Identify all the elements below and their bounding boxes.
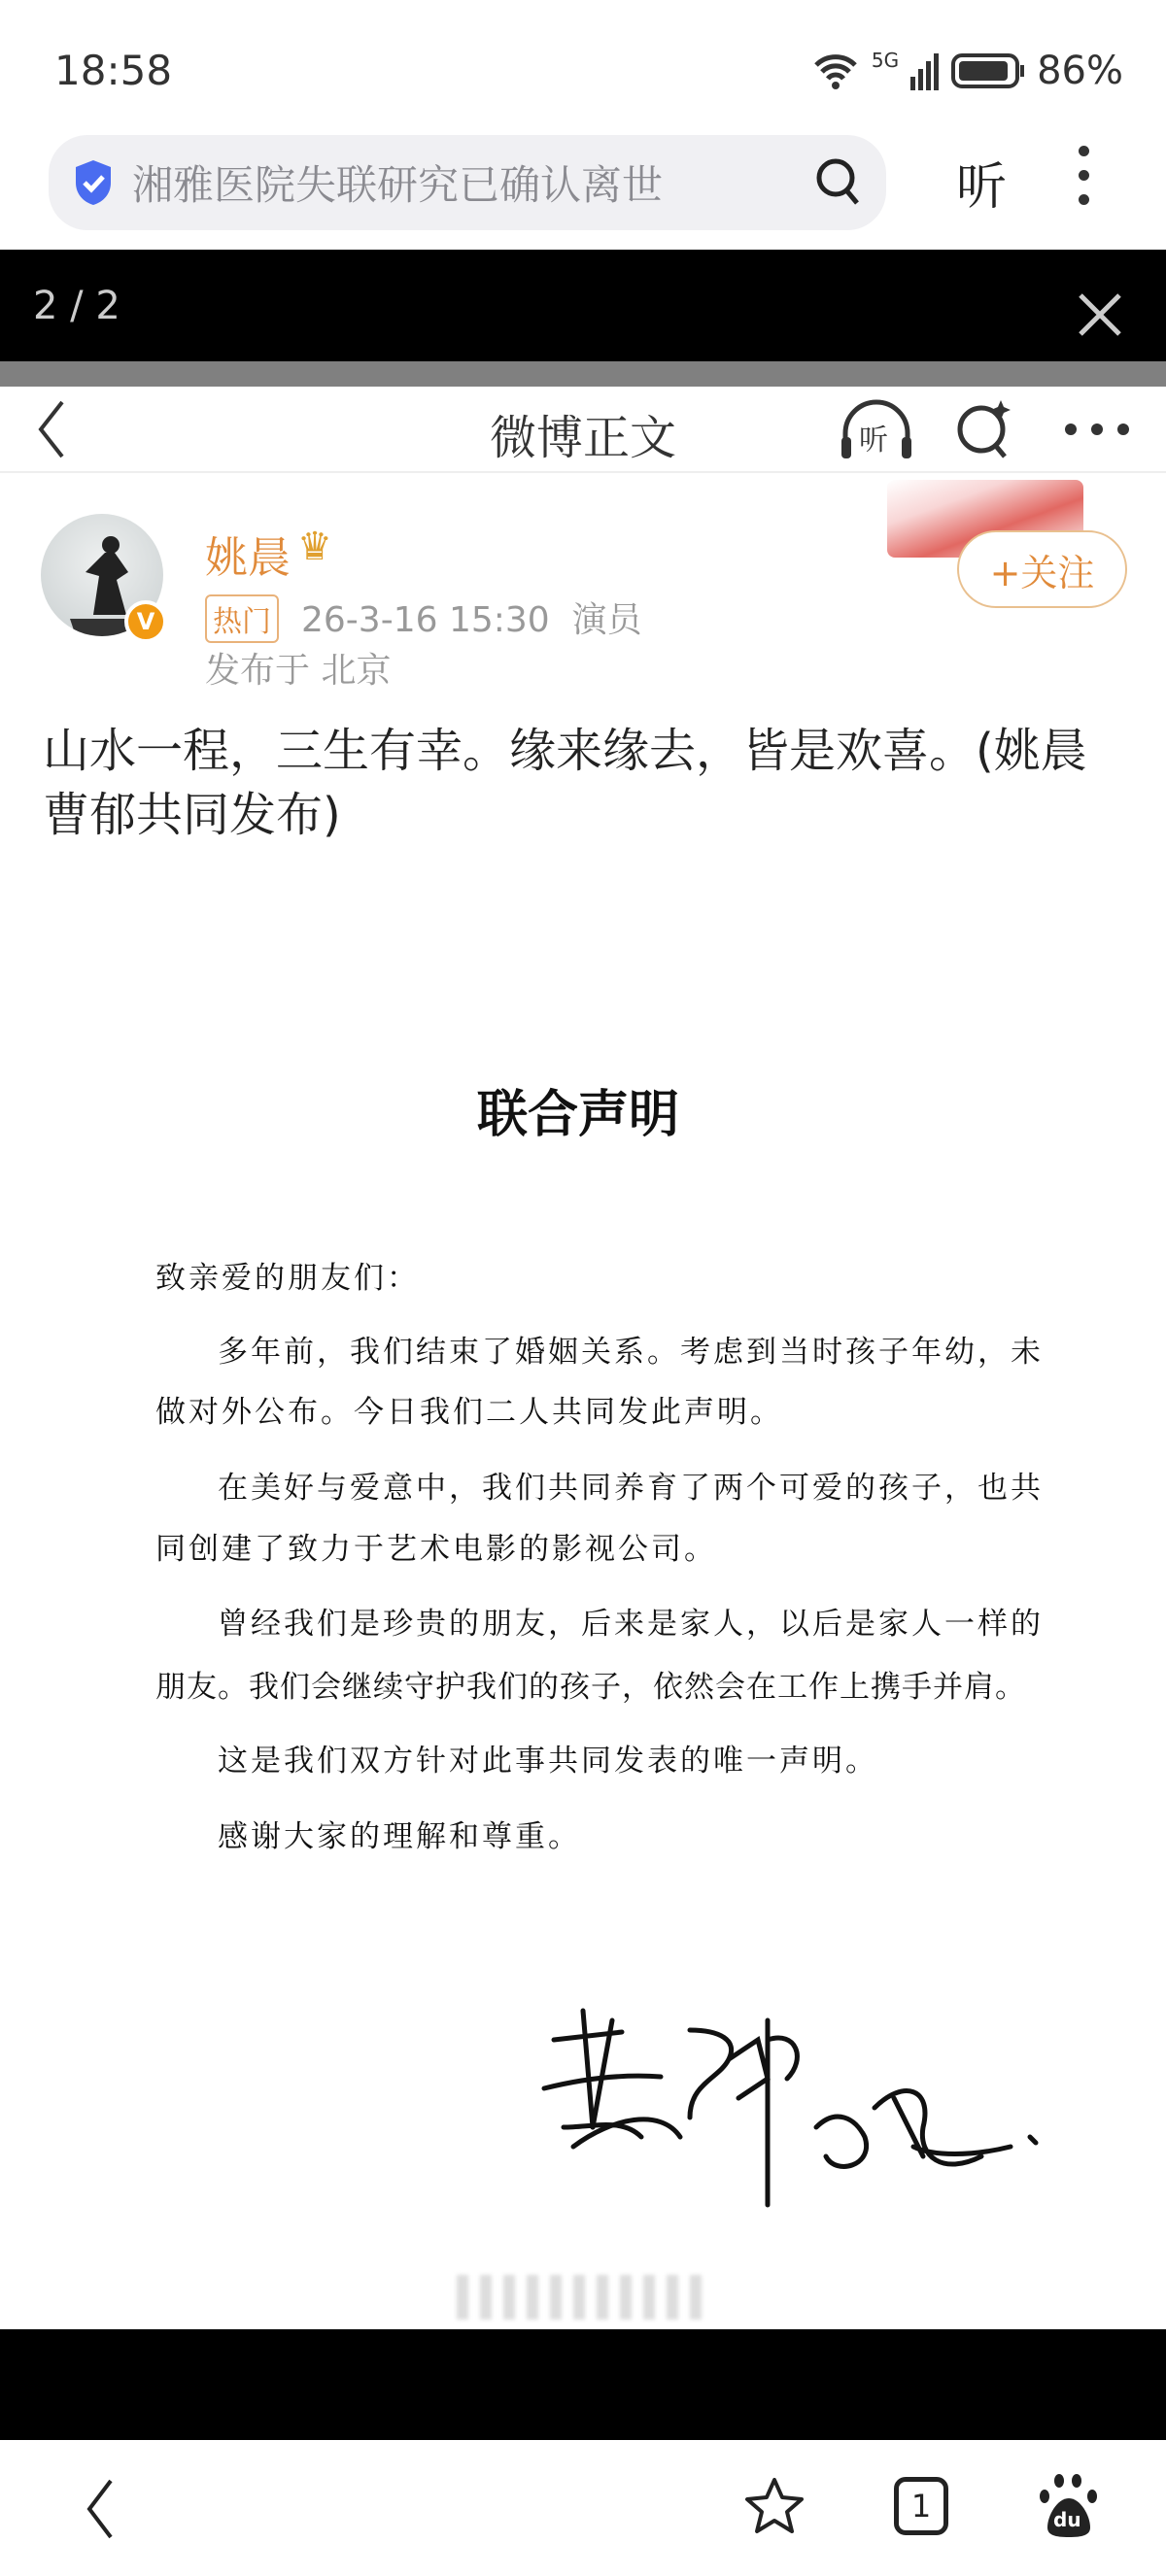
signature	[525, 2001, 1069, 2224]
blurred-watermark	[457, 2275, 709, 2320]
battery-icon	[951, 51, 1025, 90]
browser-bottom-nav	[0, 2448, 1166, 2576]
more-menu-icon[interactable]	[1079, 146, 1089, 219]
baidu-label: du	[1053, 2508, 1081, 2531]
status-icons	[811, 49, 1123, 93]
search-query[interactable]: 湘雅医院失联研究已确认离世	[132, 161, 664, 209]
status-time: 18:58	[54, 47, 173, 94]
more-icon[interactable]	[1063, 422, 1131, 437]
post-text: 山水一程，三生有幸。缘来缘去，皆是欢喜。(姚晨曹郁共同发布)	[43, 724, 1087, 842]
statement-title: 联合声明	[476, 1085, 679, 1144]
tabs-button[interactable]: 1	[894, 2477, 948, 2535]
signal-icon	[910, 51, 940, 90]
bookmark-star-icon[interactable]	[744, 2477, 805, 2535]
shield-check-icon	[72, 158, 115, 207]
weibo-header	[0, 387, 1166, 473]
verified-badge: V	[124, 600, 167, 643]
follow-button[interactable]: +关注	[957, 530, 1127, 608]
letter-line: 朋友。我们会继续守护我们的孩子，依然会在工作上携手并肩。	[155, 1670, 1026, 1705]
letter-line: 做对外公布。今日我们二人共同发此声明。	[155, 1395, 783, 1430]
close-icon[interactable]	[1077, 291, 1123, 338]
post-meta	[301, 593, 642, 642]
search-icon[interactable]	[814, 156, 863, 209]
baidu-paw-icon[interactable]	[1038, 2473, 1100, 2539]
letter-line: 曾经我们是珍贵的朋友，后来是家人，以后是家人一样的	[218, 1607, 1044, 1642]
letter-line: 在美好与爱意中，我们共同养育了两个可爱的孩子，也共	[218, 1471, 1044, 1506]
dim-strip	[0, 361, 1166, 387]
page-title: 微博正文	[489, 411, 676, 465]
wifi-icon	[811, 51, 860, 90]
crown-icon: ♛	[297, 525, 332, 569]
network-label: 5G	[871, 49, 900, 72]
post-datetime: 26-3-16 15:30	[301, 600, 550, 640]
battery-percent: 86%	[1037, 49, 1123, 93]
ai-search-icon[interactable]	[952, 398, 1016, 462]
listen-icon-label: 听	[859, 424, 888, 458]
back-icon[interactable]	[82, 2477, 120, 2541]
letter-line: 这是我们双方针对此事共同发表的唯一声明。	[218, 1744, 878, 1779]
listen-button[interactable]: 听	[956, 158, 1008, 217]
author-name[interactable]: 姚晨	[205, 533, 291, 583]
letter-line: 同创建了致力于艺术电影的影视公司。	[155, 1532, 717, 1567]
hot-tag: 热门	[205, 594, 279, 643]
image-viewer-bar	[0, 250, 1166, 361]
address-bar[interactable]	[49, 135, 886, 230]
viewer-bottom-bar	[0, 2329, 1166, 2440]
letter-line: 致亲爱的朋友们：	[155, 1261, 420, 1296]
listen-headphone-icon[interactable]	[838, 398, 915, 462]
post-location: 发布于 北京	[205, 651, 392, 691]
letter-line: 感谢大家的理解和尊重。	[218, 1819, 581, 1854]
image-counter: 2 / 2	[33, 284, 120, 328]
letter-line: 多年前，我们结束了婚姻关系。考虑到当时孩子年幼，未	[218, 1335, 1044, 1370]
author-role: 演员	[571, 600, 642, 640]
